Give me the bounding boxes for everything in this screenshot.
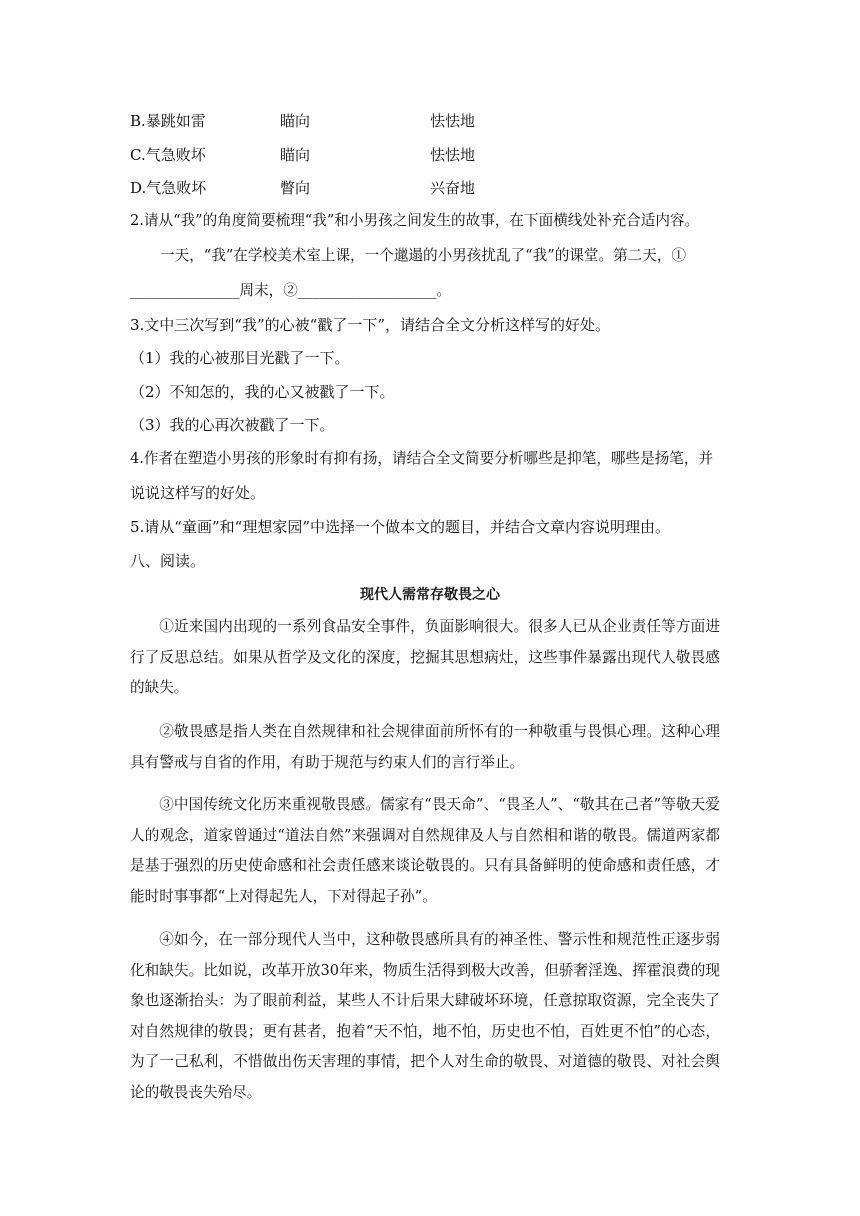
option-c-label: C.气急败坏: [130, 146, 206, 164]
question-4-line2: 说说这样写的好处。: [130, 484, 266, 502]
option-d-label: D.气急败坏: [130, 179, 207, 197]
question-2-prompt: 2.请从“我”的角度简要梳理“我”和小男孩之间发生的故事，在下面横线处补充合适内容。: [130, 212, 700, 229]
option-d-word3: 兴奋地: [430, 179, 476, 197]
question-5-prompt: 5.请从“童画”和“理想家园”中选择一个做本文的题目，并结合文章内容说明理由。: [130, 518, 670, 536]
question-3-item-1: （1）我的心被那目光戳了一下。: [130, 349, 350, 367]
option-b-word2: 瞄向: [280, 112, 311, 130]
question-3-item-3: （3）我的心再次被戳了一下。: [130, 416, 335, 434]
article-paragraph-1: ①近来国内出现的一系列食品安全事件，负面影响很大。很多人已从企业责任等方面进行了反思总结。如果从哲学及文化的深度，挖掘其思想病灶，这些事件暴露出现代人敬畏感的缺失。: [130, 618, 720, 696]
article-paragraph-2: ②敬畏感是指人类在自然规律和社会规律面前所怀有的一种敬重与畏惧心理。这种心理具有警戒与自省的作用，有助于规范与约束人们的言行举止。: [130, 723, 720, 771]
question-3-item-2: （2）不知怎的，我的心又被戳了一下。: [130, 383, 395, 401]
article-paragraph-3: ③中国传统文化历来重视敬畏感。儒家有“畏天命”、“畏圣人”、“敬其在己者”等敬天爱人的观念，道家曾通过“道法自然”来强调对自然规律及人与自然相和谐的敬畏。儒道两家都是基于强烈的历史使命感和社会责任感来谈论敬畏的。只有具备鲜明的使命感和责任感，才能时时事事都“上对得起先人，下对得起子孙”。: [130, 796, 720, 905]
question-4-line1: 4.作者在塑造小男孩的形象时有抑有扬，请结合全文简要分析哪些是抑笔，哪些是扬笔，并: [130, 450, 714, 467]
question-2-line1: 一天，“我”在学校美术室上课，一个邋遢的小男孩扰乱了“我”的课堂。第二天，①: [160, 247, 687, 264]
article-title: 现代人需常存敬畏之心: [360, 587, 500, 603]
question-2-blanks: _______________周末，②___________________。: [130, 282, 452, 299]
question-3-prompt: 3.文中三次写到“我”的心被“戳了一下”，请结合全文分析这样写的好处。: [130, 316, 610, 334]
option-d-word2: 瞥向: [280, 179, 311, 197]
option-b-label: B.暴跳如雷: [130, 112, 206, 130]
option-c-word2: 瞄向: [280, 146, 311, 164]
section-heading: 八、阅读。: [130, 552, 206, 570]
article-paragraph-4: ④如今，在一部分现代人当中，这种敬畏感所具有的神圣性、警示性和规范性正逐步弱化和缺失。比如说，改革开放30年来，物质生活得到极大改善，但骄奢淫逸、挥霍浪费的现象也逐渐抬头：为了眼前利益，某些人不计后果大肆破坏环境，任意掠取资源，完全丧失了对自然规律的敬畏；更有甚者，抱着“天不怕，地不怕，历史也不怕，百姓更不怕”的心态，为了一己私利，不惜做出伤天害理的事情，把个人对生命的敬畏、对道德的敬畏、对社会舆论的敬畏丧失殆尽。: [130, 931, 720, 1101]
option-c-word3: 怯怯地: [430, 146, 476, 164]
option-b-word3: 怯怯地: [430, 112, 476, 130]
